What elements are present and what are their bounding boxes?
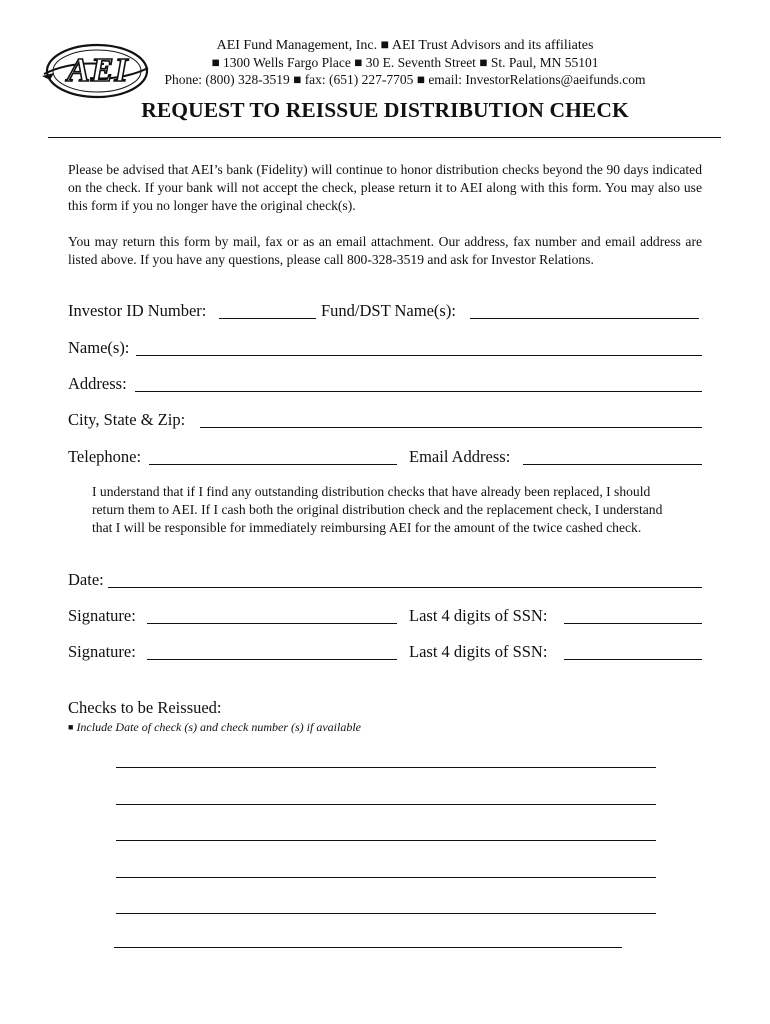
address-field[interactable] — [135, 391, 702, 392]
checks-heading: Checks to be Reissued: — [68, 698, 222, 717]
email-label: Email Address: — [409, 447, 511, 466]
ssn-1-field[interactable] — [564, 623, 702, 624]
names-field[interactable] — [136, 355, 702, 356]
names-label: Name(s): — [68, 338, 130, 357]
date-label: Date: — [68, 570, 104, 589]
city-state-zip-field[interactable] — [200, 427, 702, 428]
checks-note — [68, 720, 361, 735]
fund-name-label: Fund/DST Name(s): — [321, 301, 456, 320]
address-label: Address: — [68, 374, 127, 393]
check-entry-line[interactable] — [116, 913, 656, 914]
city-state-zip-label: City, State & Zip: — [68, 410, 186, 429]
ssn-2-field[interactable] — [564, 659, 702, 660]
investor-id-label: Investor ID Number: — [68, 301, 207, 320]
header-address-line: ■ 1300 Wells Fargo Place ■ 30 E. Seventh Street ■ St. Paul, MN 55101 — [211, 55, 599, 70]
header-contact-line: Phone: (800) 328-3519 ■ fax: (651) 227-7705 ■ email: InvestorRelations@aeifunds.com — [164, 72, 646, 87]
ssn-2-label: Last 4 digits of SSN: — [409, 642, 548, 661]
acknowledgement-text: I understand that if I find any outstanding distribution checks that have already been replaced, I should return them to AEI. If I cash both the original distribution check and the replacement check, I understand that I will be responsible for immediately reimbursing AEI for the amount of the twice cashed check. — [92, 484, 663, 535]
intro-paragraph-2: You may return this form by mail, fax or as an email attachment. Our address, fax number and email address are listed above. If you have any questions, please call 800-328-3519 and ask for Investor Relations. — [68, 234, 702, 267]
telephone-field[interactable] — [149, 464, 397, 465]
bullet-square-icon: ■ — [68, 722, 74, 732]
form-title: REQUEST TO REISSUE DISTRIBUTION CHECK — [141, 98, 629, 122]
header-company-line: AEI Fund Management, Inc. ■ AEI Trust Advisors and its affiliates — [216, 38, 594, 53]
date-field[interactable] — [108, 587, 702, 588]
signature-1-label: Signature: — [68, 606, 136, 625]
aei-logo — [40, 40, 150, 102]
title-divider — [48, 137, 721, 138]
signature-2-label: Signature: — [68, 642, 136, 661]
intro-paragraph-1: Please be advised that AEI’s bank (Fidelity) will continue to honor distribution checks beyond the 90 days indicated on the check. If your bank will not accept the check, please return it to AEI along with this form. You may also use this form if you no longer have the original check(s). — [68, 162, 702, 213]
fund-name-field[interactable] — [470, 318, 699, 319]
aei-logo-text: AEI — [67, 52, 129, 89]
investor-id-field[interactable] — [219, 318, 316, 319]
check-entry-line[interactable] — [116, 840, 656, 841]
check-entry-line[interactable] — [116, 804, 656, 805]
ssn-1-label: Last 4 digits of SSN: — [409, 606, 548, 625]
email-field[interactable] — [523, 464, 702, 465]
check-entry-line[interactable] — [116, 877, 656, 878]
checks-note-text: Include Date of check (s) and check number (s) if available — [76, 720, 361, 734]
check-entry-line[interactable] — [114, 947, 622, 948]
check-entry-line[interactable] — [116, 767, 656, 768]
signature-1-field[interactable] — [147, 623, 397, 624]
telephone-label: Telephone: — [68, 447, 142, 466]
signature-2-field[interactable] — [147, 659, 397, 660]
